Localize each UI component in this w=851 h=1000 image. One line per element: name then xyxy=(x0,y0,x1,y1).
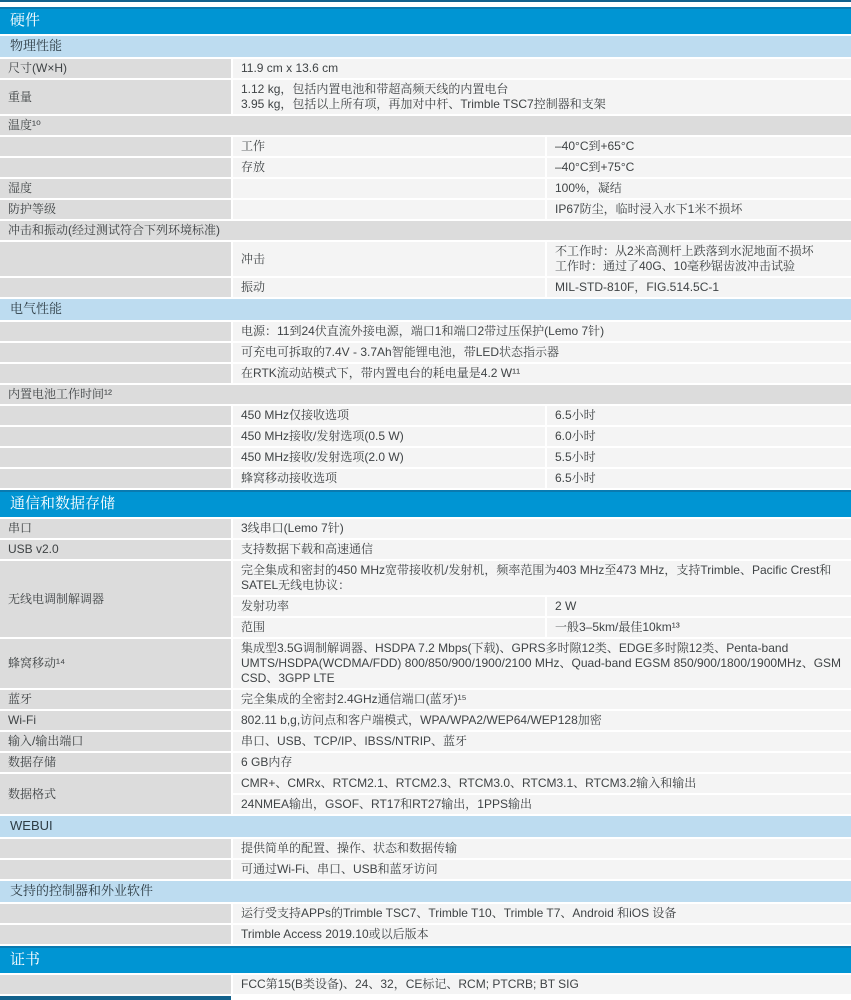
spec-row-certifications xyxy=(0,975,851,994)
spec-sublabel-radio-range: 范围 xyxy=(233,618,545,637)
spec-value-webui-2: 可通过Wi-Fi、串口、USB和蓝牙访问 xyxy=(233,860,851,879)
battery-option: 450 MHz接收/发射选项(2.0 W) xyxy=(233,448,545,467)
spec-value-vibration: MIL-STD-810F，FIG.514.5C-1 xyxy=(547,278,851,297)
spec-sublabel-radio-tx: 发射功率 xyxy=(233,597,545,616)
spec-row-temp-storage xyxy=(0,158,851,177)
battery-hours: 6.0小时 xyxy=(547,427,851,446)
spec-row-battery-time-group xyxy=(0,385,851,404)
spec-label-radio-modem: 无线电调制解调器 xyxy=(0,561,231,637)
section-header-hardware: 硬件 xyxy=(0,7,851,34)
spec-label-weight: 重量 xyxy=(0,80,231,114)
spec-value-bluetooth: 完全集成的全密封2.4GHz通信端口(蓝牙)¹⁵ xyxy=(233,690,851,709)
spec-sublabel-vibration: 振动 xyxy=(233,278,545,297)
spec-value-consumption: 在RTK流动站模式下，带内置电台的耗电量是4.2 W¹¹ xyxy=(233,364,851,383)
empty-label-cell xyxy=(0,278,231,297)
battery-option: 450 MHz仅接收选项 xyxy=(233,406,545,425)
spec-label-data-format: 数据格式 xyxy=(0,774,231,814)
spec-label-humidity: 湿度 xyxy=(0,179,231,198)
empty-label-cell xyxy=(0,860,231,879)
spec-value-humidity: 100%，凝结 xyxy=(547,179,851,198)
spec-row-vibration xyxy=(0,278,851,297)
spec-value-data-format-2: 24NMEA输出，GSOF、RT17和RT27输出，1PPS输出 xyxy=(233,795,851,814)
spec-sublabel-shock: 冲击 xyxy=(233,242,545,276)
battery-hours: 5.5小时 xyxy=(547,448,851,467)
empty-label-cell xyxy=(0,137,231,156)
spec-row-weight xyxy=(0,80,851,114)
spec-row-consumption xyxy=(0,364,851,383)
empty-label-cell xyxy=(0,343,231,362)
spec-row-shock xyxy=(0,242,851,276)
spec-row-cellular xyxy=(0,639,851,688)
empty-label-cell xyxy=(0,322,231,341)
spec-value-data-format-1: CMR+、CMRx、RTCM2.1、RTCM2.3、RTCM3.0、RTCM3.1、RTCM3.2输入和输出 xyxy=(233,774,851,793)
spec-value-controllers-1: 运行受支持APPs的Trimble TSC7、Trimble T10、Trimble T7、Android 和iOS 设备 xyxy=(233,904,851,923)
weight-line-2: 3.95 kg，包括以上所有项，再加对中杆、Trimble TSC7控制器和支架 xyxy=(241,97,606,111)
spec-row-temperature-group xyxy=(0,116,851,135)
battery-option: 蜂窝移动接收选项 xyxy=(233,469,545,488)
top-divider-line xyxy=(0,0,851,2)
empty-label-cell xyxy=(0,406,231,425)
empty-label-cell xyxy=(0,839,231,858)
spec-row-controllers-2 xyxy=(0,925,851,944)
bottom-edge xyxy=(0,996,851,1000)
spec-row-serial xyxy=(0,519,851,538)
subsection-header-webui: WEBUI xyxy=(0,816,851,837)
spec-row-dimensions xyxy=(0,59,851,78)
spec-label-wifi: Wi-Fi xyxy=(0,711,231,730)
spec-row-battery-option-4 xyxy=(0,469,851,488)
spec-row-temp-operating xyxy=(0,137,851,156)
spec-value-serial: 3线串口(Lemo 7针) xyxy=(233,519,851,538)
empty-label-cell xyxy=(0,242,231,276)
empty-label-cell xyxy=(0,158,231,177)
spec-value-controllers-2: Trimble Access 2019.10或以后版本 xyxy=(233,925,851,944)
spec-value-webui-1: 提供简单的配置、操作、状态和数据传输 xyxy=(233,839,851,858)
spec-label-usb: USB v2.0 xyxy=(0,540,231,559)
spec-group-label-shock-vibration: 冲击和振动(经过测试符合下列环境标准) xyxy=(0,221,851,240)
weight-line-1: 1.12 kg，包括内置电池和带超高频天线的内置电台 xyxy=(241,82,509,96)
radio-modem-subtable xyxy=(233,561,851,637)
spec-label-bluetooth: 蓝牙 xyxy=(0,690,231,709)
spec-row-power xyxy=(0,322,851,341)
spec-row-io-ports xyxy=(0,732,851,751)
shock-line-2: 工作时：通过了40G、10毫秒锯齿波冲击试验 xyxy=(555,259,796,273)
spec-value-ingress: IP67防尘，临时浸入水下1米不损坏 xyxy=(547,200,851,219)
spec-group-label-temperature: 温度¹⁰ xyxy=(0,116,851,135)
spec-value-battery: 可充电可拆取的7.4V - 3.7Ah智能锂电池，带LED状态指示器 xyxy=(233,343,851,362)
section-header-communications: 通信和数据存储 xyxy=(0,490,851,517)
spec-value-wifi: 802.11 b,g,访问点和客户端模式，WPA/WPA2/WEP64/WEP128加密 xyxy=(233,711,851,730)
empty-label-cell xyxy=(0,925,231,944)
spec-label-serial: 串口 xyxy=(0,519,231,538)
spec-row-controllers-1 xyxy=(0,904,851,923)
spec-value-data-storage: 6 GB内存 xyxy=(233,753,851,772)
subsection-header-electrical: 电气性能 xyxy=(0,299,851,320)
spec-row-humidity xyxy=(0,179,851,198)
bottom-spacer xyxy=(233,996,851,1000)
spec-label-cellular: 蜂窝移动¹⁴ xyxy=(0,639,231,688)
spec-value-shock xyxy=(547,242,851,276)
spec-value-certifications: FCC第15(B类设备)、24、32，CE标记、RCM; PTCRB; BT SIG xyxy=(233,975,851,994)
spec-value-weight xyxy=(233,80,851,114)
spec-row-webui-1 xyxy=(0,839,851,858)
spec-row-battery-option-1 xyxy=(0,406,851,425)
spec-row-shock-vibration-group xyxy=(0,221,851,240)
data-format-subtable xyxy=(233,774,851,814)
empty-label-cell xyxy=(0,975,231,994)
spec-row-battery xyxy=(0,343,851,362)
spec-value-usb: 支持数据下载和高速通信 xyxy=(233,540,851,559)
spec-value-radio-tx: 2 W xyxy=(547,597,851,616)
subsection-header-controllers: 支持的控制器和外业软件 xyxy=(0,881,851,902)
spec-row-data-storage xyxy=(0,753,851,772)
bottom-divider-line xyxy=(0,996,231,1000)
empty-label-cell xyxy=(0,427,231,446)
spec-row-battery-option-2 xyxy=(0,427,851,446)
empty-label-cell xyxy=(0,904,231,923)
spec-value-cellular: 集成型3.5G调制解调器、HSDPA 7.2 Mbps(下载)、GPRS多时隙12类、EDGE多时隙12类、Penta-band UMTS/HSDPA(WCDMA/FDD) 800/850/900/1900/2100 MHz、Quad-band EGSM 850/900/1800/1900MHz、GSM CSD、3GPP LTE xyxy=(233,639,851,688)
spec-row-wifi xyxy=(0,711,851,730)
empty-value-cell xyxy=(233,200,545,219)
subsection-header-physical: 物理性能 xyxy=(0,36,851,57)
spec-value-radio-intro: 完全集成和密封的450 MHz宽带接收机/发射机，频率范围为403 MHz至473 MHz，支持Trimble、Pacific Crest和SATEL无线电协议： xyxy=(233,561,851,595)
spec-value-io-ports: 串口、USB、TCP/IP、IBSS/NTRIP、蓝牙 xyxy=(233,732,851,751)
spec-row-webui-2 xyxy=(0,860,851,879)
empty-label-cell xyxy=(0,448,231,467)
spec-value-temp-operating: –40°C到+65°C xyxy=(547,137,851,156)
spec-label-io-ports: 输入/输出端口 xyxy=(0,732,231,751)
spec-row-ingress xyxy=(0,200,851,219)
spec-label-data-storage: 数据存储 xyxy=(0,753,231,772)
spec-row-radio-modem xyxy=(0,561,851,637)
spec-row-usb xyxy=(0,540,851,559)
spec-value-temp-storage: –40°C到+75°C xyxy=(547,158,851,177)
battery-hours: 6.5小时 xyxy=(547,406,851,425)
empty-label-cell xyxy=(0,469,231,488)
spec-label-ingress: 防护等级 xyxy=(0,200,231,219)
spec-sublabel-temp-storage: 存放 xyxy=(233,158,545,177)
spec-row-battery-option-3 xyxy=(0,448,851,467)
battery-hours: 6.5小时 xyxy=(547,469,851,488)
spec-value-power: 电源：11到24伏直流外接电源，端口1和端口2带过压保护(Lemo 7针) xyxy=(233,322,851,341)
spec-value-radio-range: 一般3–5km/最佳10km¹³ xyxy=(547,618,851,637)
section-header-certifications: 证书 xyxy=(0,946,851,973)
shock-line-1: 不工作时：从2米高测杆上跌落到水泥地面不损坏 xyxy=(555,244,814,258)
spec-group-label-battery-time: 内置电池工作时间¹² xyxy=(0,385,851,404)
empty-label-cell xyxy=(0,364,231,383)
spec-value-dimensions: 11.9 cm x 13.6 cm xyxy=(233,59,851,78)
battery-option: 450 MHz接收/发射选项(0.5 W) xyxy=(233,427,545,446)
spec-label-dimensions: 尺寸(W×H) xyxy=(0,59,231,78)
empty-value-cell xyxy=(233,179,545,198)
spec-row-bluetooth xyxy=(0,690,851,709)
spec-row-data-format xyxy=(0,774,851,814)
spec-sublabel-temp-operating: 工作 xyxy=(233,137,545,156)
